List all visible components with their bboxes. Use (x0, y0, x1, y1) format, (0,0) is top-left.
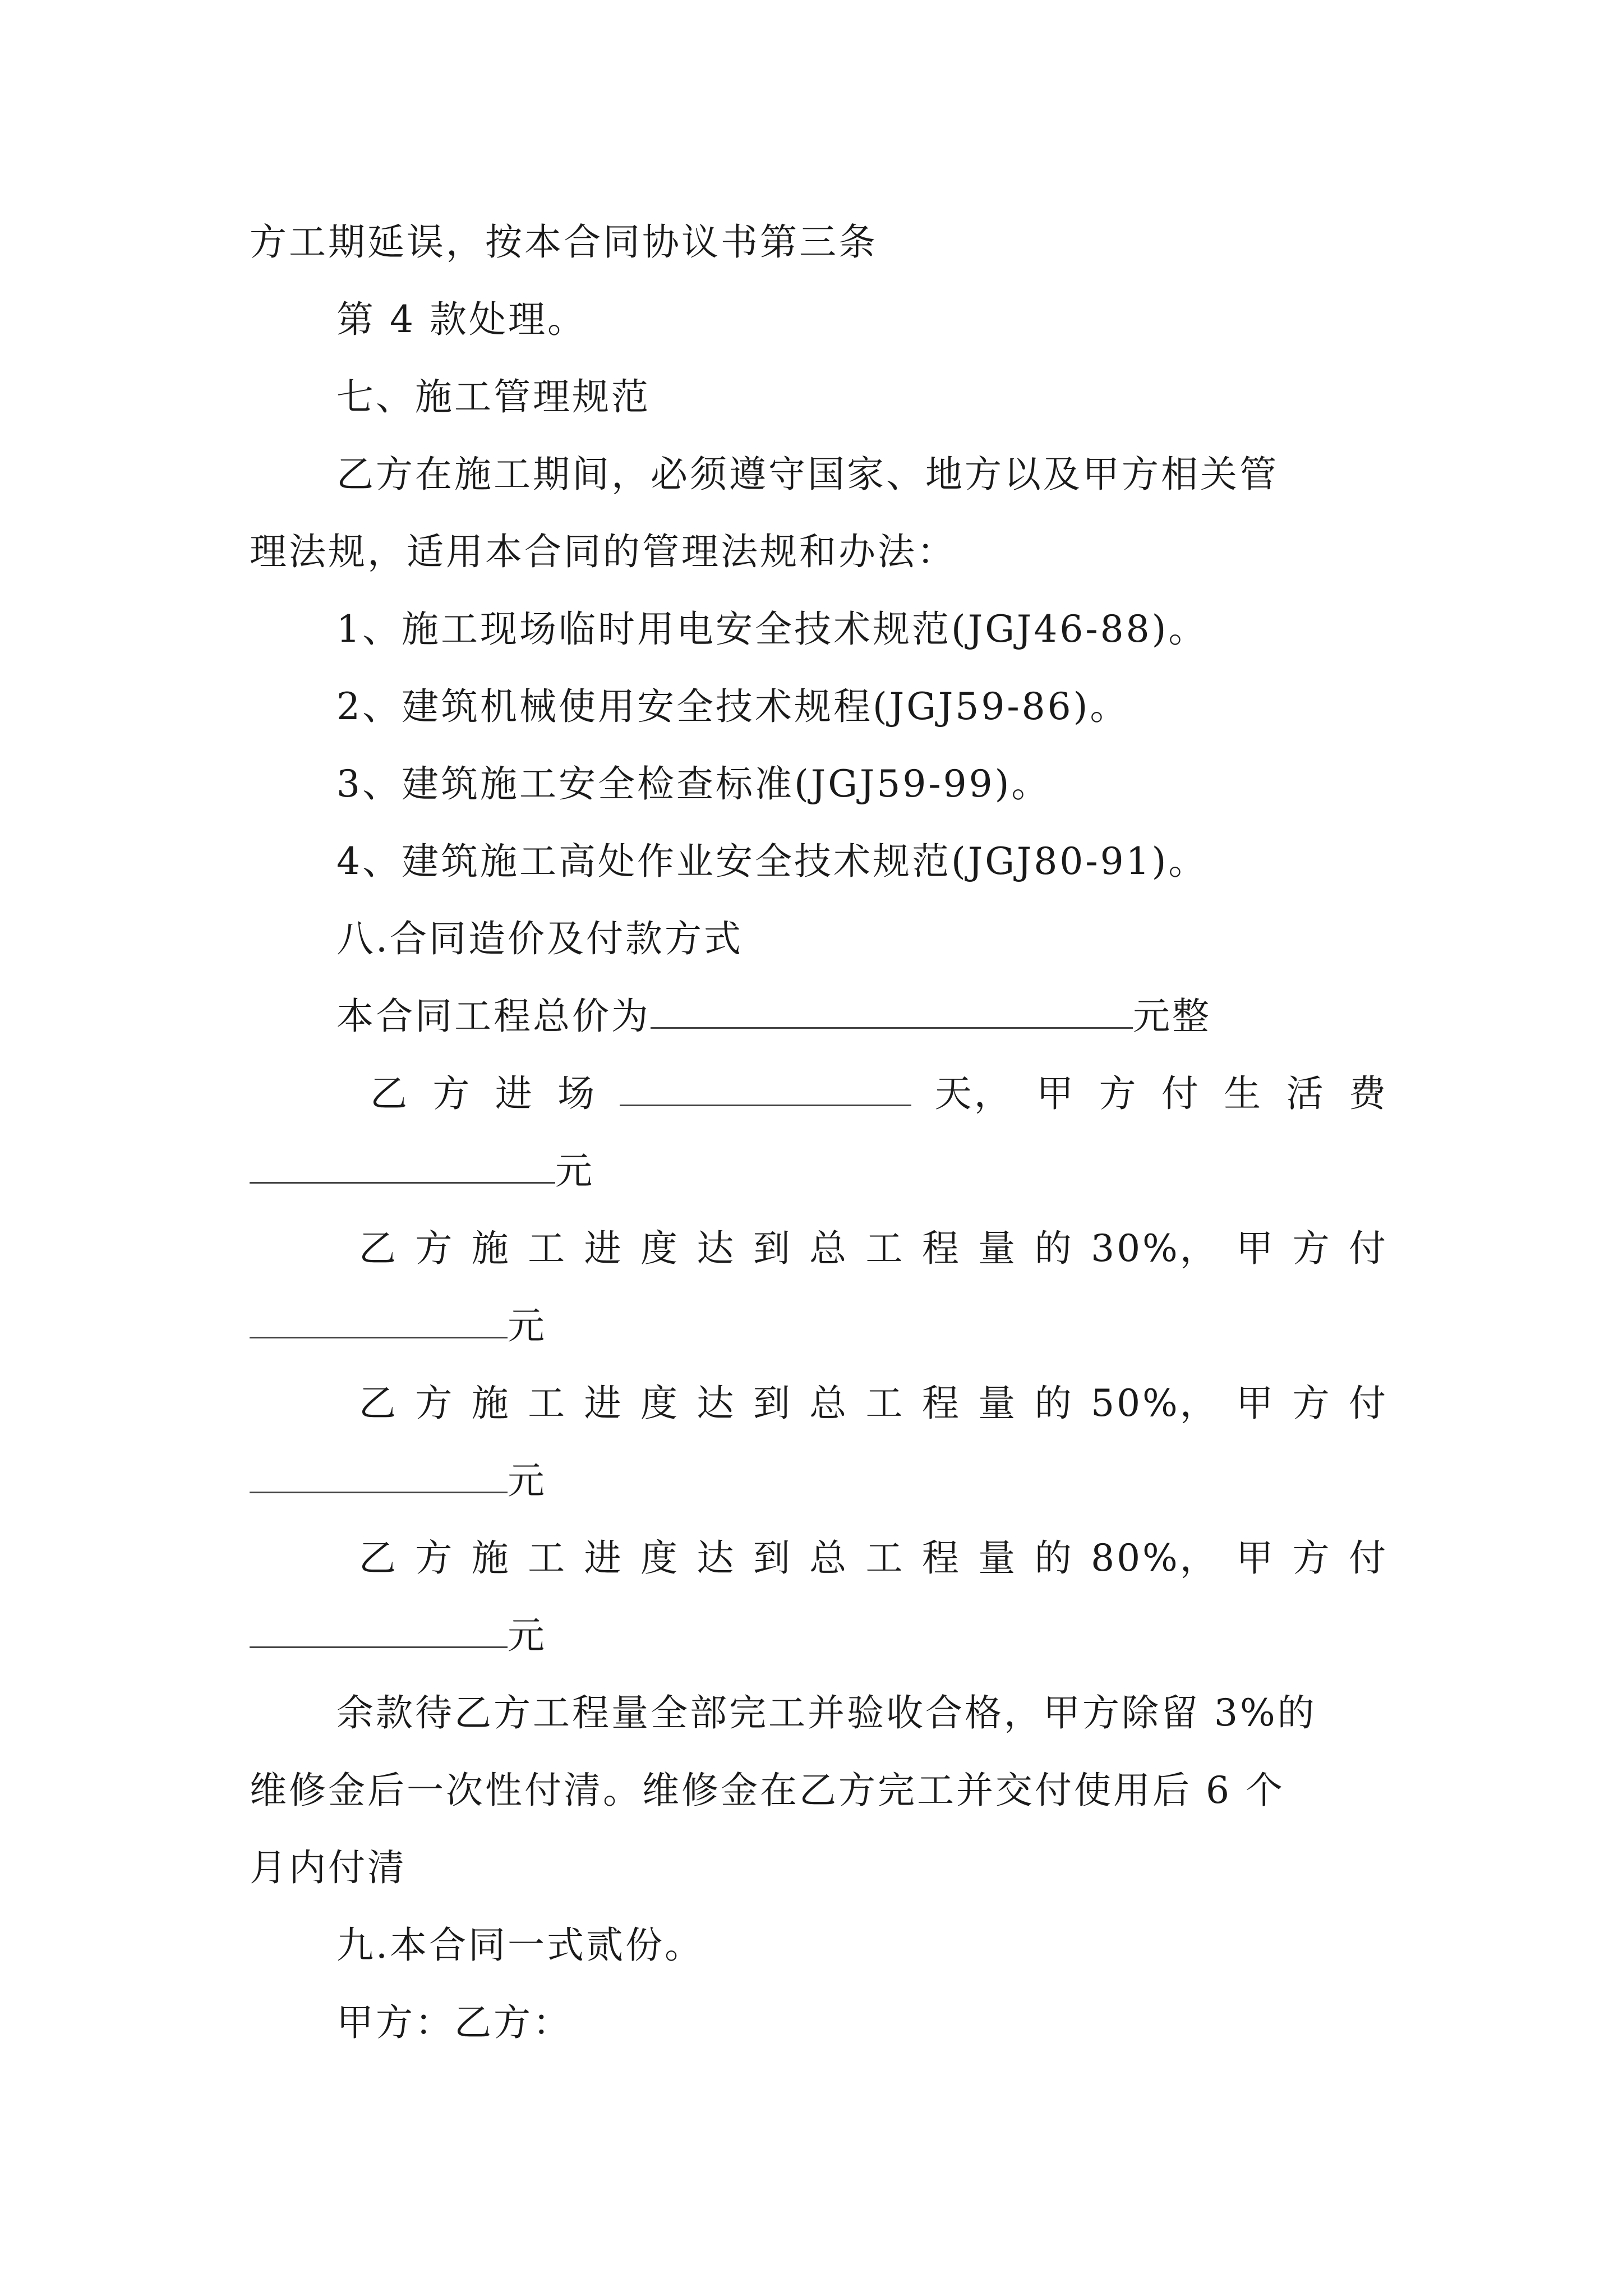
text-char: 付 (1348, 1227, 1388, 1270)
blank-field[interactable] (651, 995, 1133, 1029)
progress-30-line (359, 1226, 1388, 1271)
text-char: 场 (557, 1072, 597, 1115)
text-char: 工 (865, 1227, 905, 1270)
text-char: 付 (1161, 1072, 1201, 1115)
text-char: 方 (415, 1382, 455, 1425)
text-char: 费 (1348, 1072, 1388, 1115)
text-char: 的 (1034, 1536, 1074, 1580)
text-fragment: 元 (508, 1459, 547, 1502)
section-heading-8: 八.合同造价及付款方式 (336, 917, 743, 960)
text-line: 余款待乙方工程量全部完工并验收合格，甲方除留 3%的 (336, 1691, 1317, 1734)
text-fragment: 元 (508, 1304, 547, 1347)
text-char: 程 (921, 1382, 961, 1425)
text-char: 的 (1034, 1227, 1074, 1270)
amount-line (250, 1613, 1388, 1658)
blank-field[interactable] (620, 1072, 911, 1106)
text-fragment: 元整 (1133, 995, 1211, 1038)
text-char: 方 (432, 1072, 472, 1115)
text-line: 维修金后一次性付清。维修金在乙方完工并交付使用后 6 个 (250, 1769, 1285, 1812)
text-char: 甲 (1236, 1227, 1276, 1270)
list-item: 4、建筑施工高处作业安全技术规范(JGJ80-91)。 (336, 840, 1208, 883)
text-char: 到 (753, 1227, 792, 1270)
text-char: 度 (640, 1227, 680, 1270)
text-line: 第 4 款处理。 (336, 298, 587, 341)
text-char: 总 (809, 1382, 849, 1425)
text-char: 到 (753, 1536, 792, 1580)
progress-80-line (359, 1536, 1388, 1581)
text-char: 进 (584, 1227, 624, 1270)
progress-50-line (359, 1381, 1388, 1426)
text-char: 量 (978, 1382, 1018, 1425)
text-char: 甲 (1236, 1536, 1276, 1580)
text-char: 方 (1292, 1536, 1332, 1580)
blank-field[interactable] (250, 1614, 508, 1648)
text-char: 方 (1099, 1072, 1138, 1115)
text-char: 进 (584, 1536, 624, 1580)
text-char: 度 (640, 1536, 680, 1580)
section-heading-9: 九.本合同一式贰份。 (336, 1924, 704, 1967)
text-fragment: 天， (934, 1072, 1013, 1115)
text-char: 进 (495, 1072, 534, 1115)
text-char: 甲 (1236, 1382, 1276, 1425)
amount-line (250, 1149, 1388, 1194)
text-char: 总 (809, 1227, 849, 1270)
list-item: 2、建筑机械使用安全技术规程(JGJ59-86)。 (336, 685, 1129, 728)
text-char: 量 (978, 1536, 1018, 1580)
amount-line (250, 1304, 1388, 1349)
text-char: 工 (528, 1536, 568, 1580)
signature-line: 甲方：乙方： (336, 2001, 572, 2044)
section-heading-7: 七、施工管理规范 (336, 375, 651, 418)
text-char: 达 (697, 1227, 736, 1270)
text-char: 乙 (370, 1072, 409, 1115)
text-char: 付 (1348, 1382, 1388, 1425)
percent-value: 50%， (1091, 1382, 1219, 1425)
text-char: 生 (1224, 1072, 1264, 1115)
text-char: 工 (528, 1227, 568, 1270)
text-char: 量 (978, 1227, 1018, 1270)
text-char: 付 (1348, 1536, 1388, 1580)
percent-value: 30%， (1091, 1227, 1219, 1270)
text-line: 理法规，适用本合同的管理法规和办法： (250, 530, 956, 573)
blank-field[interactable] (250, 1459, 508, 1493)
entry-line (370, 1071, 1388, 1116)
percent-value: 80%， (1091, 1536, 1219, 1580)
text-char: 方 (415, 1536, 455, 1580)
text-char: 达 (697, 1536, 736, 1580)
text-char: 到 (753, 1382, 792, 1425)
text-fragment: 元 (508, 1614, 547, 1657)
text-char: 达 (697, 1382, 736, 1425)
list-item: 3、建筑施工安全检查标准(JGJ59-99)。 (336, 762, 1051, 806)
blank-field[interactable] (250, 1149, 555, 1184)
text-char: 进 (584, 1382, 624, 1425)
text-char: 总 (809, 1536, 849, 1580)
text-char: 活 (1286, 1072, 1326, 1115)
text-char: 度 (640, 1382, 680, 1425)
text-char: 方 (1292, 1227, 1332, 1270)
amount-line (250, 1458, 1388, 1503)
text-char: 方 (1292, 1382, 1332, 1425)
text-char: 施 (471, 1536, 511, 1580)
text-char: 的 (1034, 1382, 1074, 1425)
text-char: 施 (471, 1227, 511, 1270)
text-char: 工 (865, 1382, 905, 1425)
text-char: 程 (921, 1227, 961, 1270)
text-line: 乙方在施工期间，必须遵守国家、地方以及甲方相关管 (336, 453, 1279, 496)
text-char: 工 (865, 1536, 905, 1580)
text-char: 乙 (359, 1227, 398, 1270)
text-char: 施 (471, 1382, 511, 1425)
text-fragment: 元 (555, 1149, 594, 1193)
total-price-line (336, 994, 1388, 1039)
text-char: 工 (528, 1382, 568, 1425)
text-line: 月内付清 (250, 1846, 407, 1889)
text-char: 甲 (1036, 1072, 1076, 1115)
text-fragment: 本合同工程总价为 (336, 995, 651, 1038)
text-char: 程 (921, 1536, 961, 1580)
text-line: 方工期延误，按本合同协议书第三条 (250, 220, 878, 264)
text-char: 方 (415, 1227, 455, 1270)
text-char: 乙 (359, 1536, 398, 1580)
text-char: 乙 (359, 1382, 398, 1425)
blank-field[interactable] (250, 1304, 508, 1338)
list-item: 1、施工现场临时用电安全技术规范(JGJ46-88)。 (336, 608, 1208, 651)
